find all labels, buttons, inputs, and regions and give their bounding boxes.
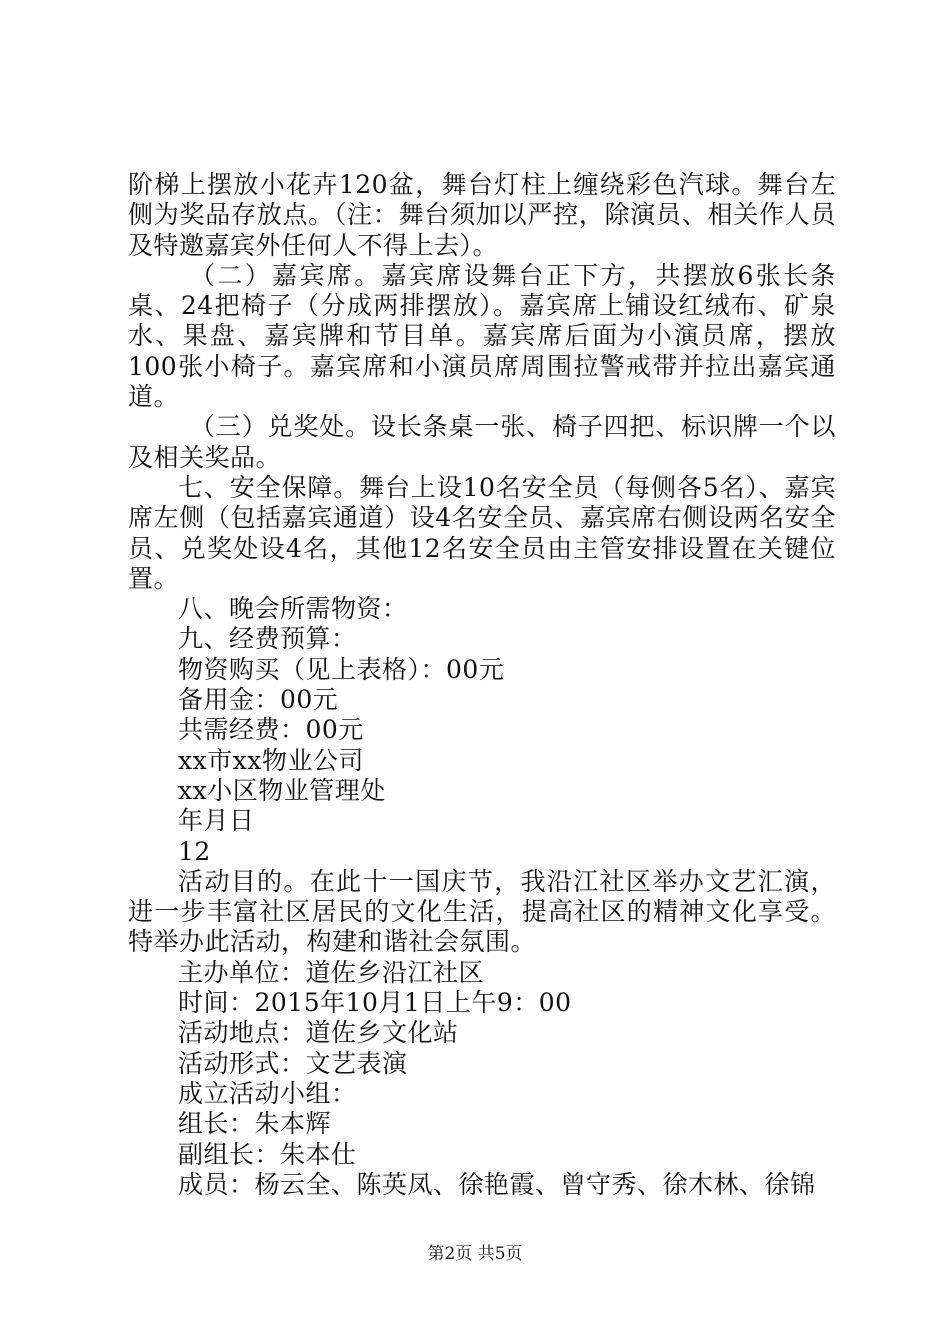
- paragraph: 副组长：朱本仕: [178, 1139, 357, 1169]
- page-footer: 第2页 共5页: [427, 1244, 523, 1264]
- paragraph: （二）嘉宾席。嘉宾席设舞台正下方，共摆放6张长条桌、24把椅子（分成两排摆放）。嘉宾席上铺设红绒布、矿泉水、果盘、嘉宾牌和节目单。嘉宾席后面为小演员席，摆放100张小椅子。嘉宾席和小演员席周围拉警戒带并拉出嘉宾通道。: [128, 260, 836, 412]
- paragraph: 活动目的。在此十一国庆节，我沿江社区举办文艺汇演，进一步丰富社区居民的文化生活，提高社区的精神文化享受。特举办此活动，构建和谐社会氛围。: [128, 866, 836, 957]
- paragraph: 12: [178, 836, 211, 866]
- paragraph: 七、安全保障。舞台上设10名安全员（每侧各5名）、嘉宾席左侧（包括嘉宾通道）设4名安全员、嘉宾席右侧设两名安全员、兑奖处设4名，其他12名安全员由主管安排设置在关键位置。: [128, 472, 836, 593]
- paragraph: 活动形式：文艺表演: [178, 1048, 408, 1078]
- paragraph: xx小区物业管理处: [178, 775, 386, 805]
- paragraph: xx市xx物业公司: [178, 745, 364, 775]
- paragraph: 成员：杨云全、陈英凤、徐艳霞、曾守秀、徐木林、徐锦: [178, 1169, 816, 1199]
- paragraph: 九、经费预算：: [178, 624, 357, 654]
- paragraph: 八、晚会所需物资：: [178, 594, 408, 624]
- paragraph: 成立活动小组：: [178, 1078, 357, 1108]
- paragraph: 年月日: [178, 806, 255, 836]
- document-body: [128, 170, 836, 1200]
- paragraph: 物资购买（见上表格）：00元: [178, 654, 505, 684]
- paragraph: 主办单位：道佐乡沿江社区: [178, 957, 485, 987]
- paragraph: 组长：朱本辉: [178, 1109, 332, 1139]
- paragraph: 活动地点：道佐乡文化站: [178, 1018, 459, 1048]
- paragraph: 共需经费：00元: [178, 715, 364, 745]
- paragraph: 备用金：00元: [178, 685, 339, 715]
- paragraph: 阶梯上摆放小花卉120盆，舞台灯柱上缠绕彩色汽球。舞台左侧为奖品存放点。（注：舞台须加以严控，除演员、相关作人员及特邀嘉宾外任何人不得上去）。: [128, 170, 836, 260]
- paragraph: （三）兑奖处。设长条桌一张、椅子四把、标识牌一个以及相关奖品。: [128, 412, 836, 472]
- paragraph: 时间：2015年10月1日上午9：00: [178, 988, 572, 1018]
